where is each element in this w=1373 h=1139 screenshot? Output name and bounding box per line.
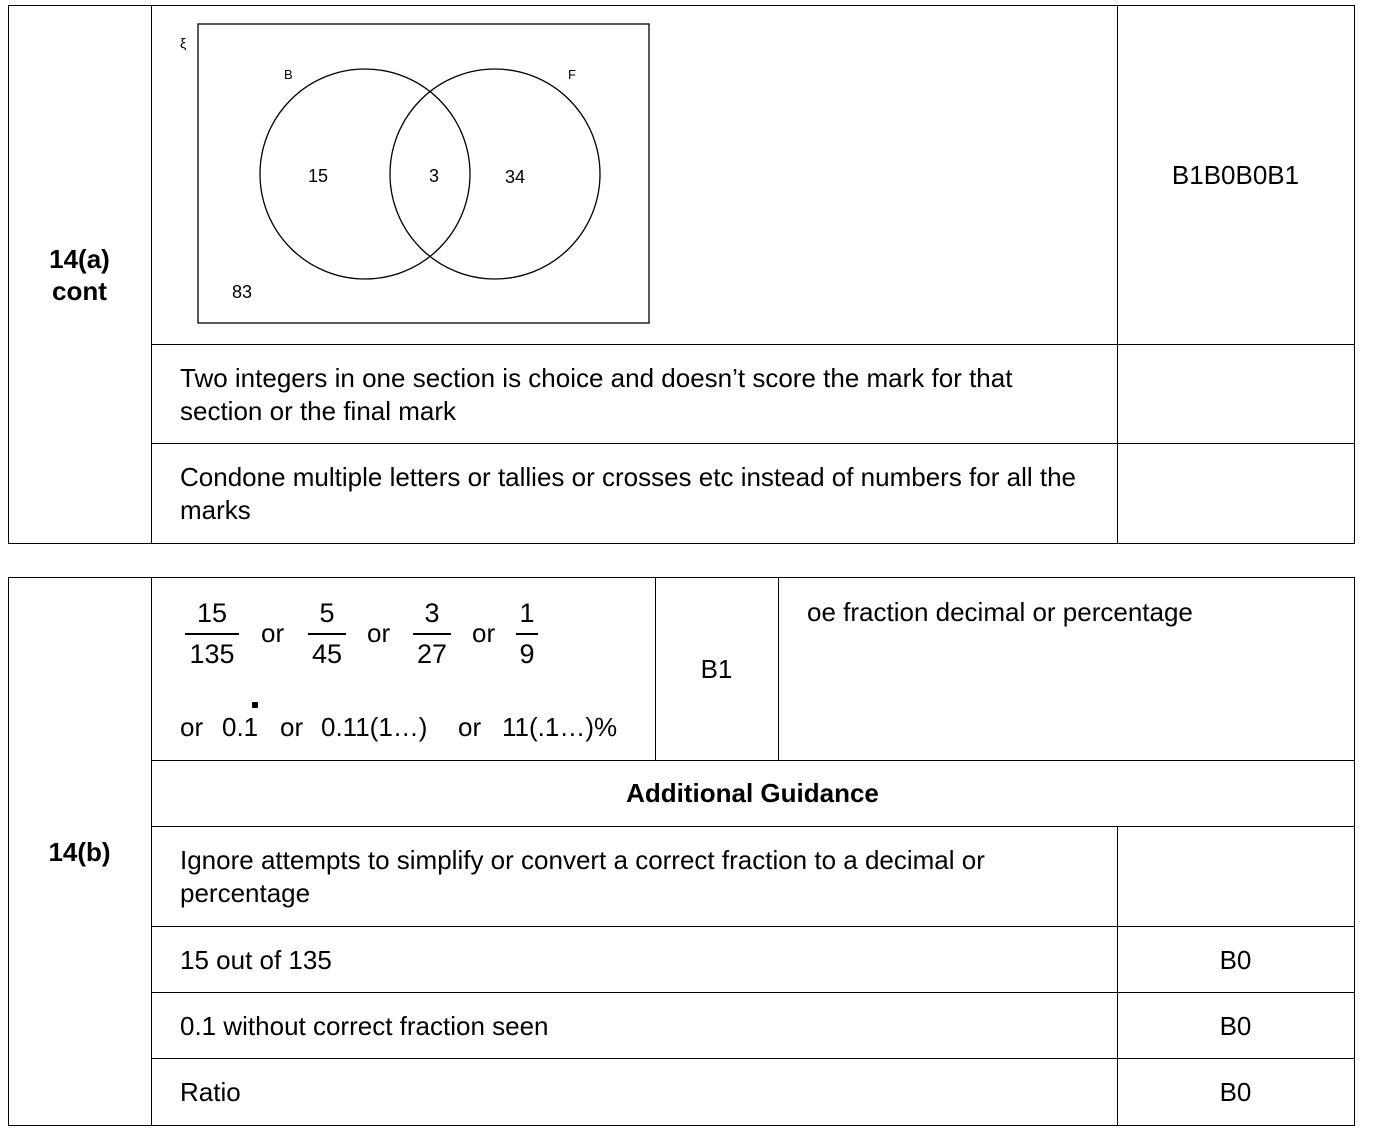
- region-intersection: 3: [428, 166, 440, 186]
- fraction-3-27: [413, 598, 451, 669]
- mark-14b: B1: [700, 654, 733, 684]
- question-number-line-1: 14(a): [49, 244, 110, 274]
- set-f-circle: [390, 69, 600, 279]
- or-word: or: [458, 712, 482, 742]
- guidance-decimal-without-fraction: 0.1 without correct fraction seen: [180, 1011, 549, 1041]
- guidance-15-out-of-135: 15 out of 135: [180, 945, 332, 975]
- percentage-answer: 11(.1…)%: [502, 712, 618, 742]
- fraction-15-135: [185, 598, 239, 669]
- or-word: or: [280, 712, 304, 742]
- guidance-ignore-simplify: Ignore attempts to simplify or convert a correct fraction to a decimal or percentage: [180, 845, 985, 908]
- answer-comment: oe fraction decimal or percentage: [807, 597, 1193, 627]
- set-f-label: F: [568, 67, 576, 82]
- guidance-mark-2: B0: [1219, 945, 1252, 975]
- question-number-14a: [8, 243, 151, 307]
- question-number-line-2: cont: [52, 276, 107, 306]
- denominator: 27: [416, 639, 448, 669]
- fraction-5-45: [308, 598, 346, 669]
- numerator: 1: [519, 598, 535, 628]
- numerator: 5: [319, 598, 335, 628]
- universal-set-symbol: ξ: [180, 35, 187, 51]
- recurring-dot: [252, 702, 258, 708]
- fraction-bar: [516, 633, 538, 635]
- mark-14a: B1B0B0B1: [1171, 160, 1300, 190]
- set-b-label: B: [284, 67, 293, 82]
- fraction-bar: [308, 633, 346, 635]
- numerator: 3: [424, 598, 440, 628]
- fraction-bar: [185, 633, 239, 635]
- region-outside: 83: [231, 282, 253, 302]
- note-two-integers: Two integers in one section is choice and doesn’t score the mark for that section or the final mark: [180, 363, 1013, 426]
- or-word: or: [472, 618, 496, 648]
- question-number-14b: 14(b): [48, 837, 111, 867]
- guidance-mark-3: B0: [1219, 1011, 1252, 1041]
- fraction-bar: [413, 633, 451, 635]
- denominator: 45: [311, 639, 343, 669]
- numerator: 15: [196, 598, 228, 628]
- decimal-answer: 0.11(1…): [321, 712, 428, 742]
- venn-diagram: [170, 20, 660, 330]
- guidance-ratio: Ratio: [180, 1077, 241, 1107]
- denominator: 9: [519, 639, 535, 669]
- region-f-only: 34: [504, 167, 526, 187]
- or-word: or: [261, 618, 285, 648]
- region-b-only: 15: [307, 166, 329, 186]
- fraction-1-9: [516, 598, 538, 669]
- denominator: 135: [189, 639, 235, 669]
- guidance-mark-4: B0: [1219, 1077, 1252, 1107]
- or-word: or: [180, 712, 204, 742]
- note-condone-letters: Condone multiple letters or tallies or crosses etc instead of numbers for all the marks: [180, 462, 1076, 525]
- universal-set-rectangle: [198, 24, 649, 323]
- or-word: or: [367, 618, 391, 648]
- additional-guidance-heading: Additional Guidance: [626, 778, 879, 808]
- recurring-decimal: 0.1: [222, 712, 259, 742]
